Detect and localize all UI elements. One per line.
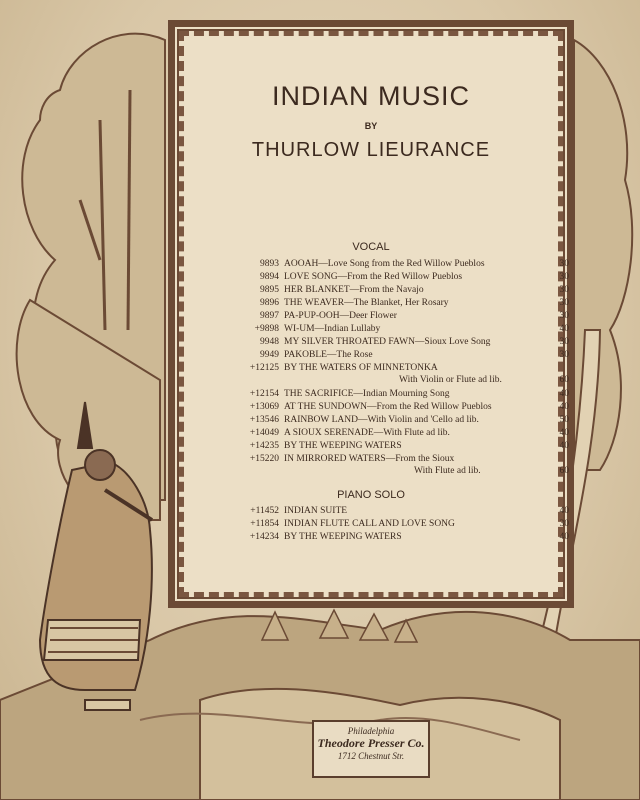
price: 30 — [559, 311, 569, 321]
list-item — [229, 519, 569, 532]
catalog-number: +9898 — [254, 324, 279, 334]
catalog-number: +13069 — [249, 402, 279, 412]
song-title: INDIAN SUITE — [284, 506, 348, 516]
list-item — [229, 324, 569, 337]
price: 60 — [559, 466, 569, 476]
song-title: AOOAH—Love Song from the Red Willow Pueblos — [284, 259, 485, 269]
catalog-number: +14049 — [249, 428, 279, 438]
catalog-number: +11452 — [250, 506, 279, 516]
publisher-stamp — [312, 720, 430, 778]
price: 30 — [559, 272, 569, 282]
list-item-note — [229, 375, 569, 388]
price: 30 — [559, 337, 569, 347]
price: 40 — [559, 428, 569, 438]
catalog-number: 9897 — [260, 311, 279, 321]
page-title: INDIAN MUSIC — [271, 81, 470, 111]
catalog-number: 9948 — [260, 337, 279, 347]
song-title: BY THE WEEPING WATERS — [284, 532, 402, 542]
song-title: LOVE SONG—From the Red Willow Pueblos — [284, 272, 463, 282]
catalog-number: 9949 — [260, 350, 279, 360]
list-item — [229, 298, 569, 311]
piano-heading: PIANO SOLO — [337, 489, 405, 501]
price: 40 — [559, 402, 569, 412]
song-title: RAINBOW LAND—With Violin and 'Cello ad lib. — [284, 415, 479, 425]
price: 40 — [559, 389, 569, 399]
publisher-city: Philadelphia — [347, 726, 395, 736]
price: 30 — [559, 519, 569, 529]
song-note: With Violin or Flute ad lib. — [399, 375, 502, 385]
list-item — [229, 311, 569, 324]
catalog-number: +14234 — [249, 532, 279, 542]
list-item — [229, 389, 569, 402]
catalog-number: +12154 — [249, 389, 279, 399]
song-title: PAKOBLE—The Rose — [284, 350, 373, 360]
song-title: THE SACRIFICE—Indian Mourning Song — [284, 389, 450, 399]
song-title: IN MIRRORED WATERS—From the Sioux — [284, 454, 455, 464]
list-item — [229, 337, 569, 350]
price: 40 — [559, 506, 569, 516]
publisher-name: Theodore Presser Co. — [317, 736, 425, 750]
song-title: HER BLANKET—From the Navajo — [284, 285, 424, 295]
list-item — [229, 532, 569, 545]
price: 40 — [559, 324, 569, 334]
price: 30 — [559, 259, 569, 269]
price: 60 — [559, 375, 569, 385]
list-item — [229, 272, 569, 285]
list-item — [229, 415, 569, 428]
by-label: BY — [364, 121, 378, 131]
price: 40 — [559, 441, 569, 451]
catalog-number: 9895 — [260, 285, 279, 295]
vocal-heading: VOCAL — [352, 241, 390, 253]
price: 50 — [559, 415, 569, 425]
list-item — [229, 441, 569, 454]
catalog-number: +12125 — [249, 363, 279, 373]
list-item — [229, 506, 569, 519]
song-title: BY THE WEEPING WATERS — [284, 441, 402, 451]
catalog-number: +14235 — [249, 441, 279, 451]
price: 30 — [559, 350, 569, 360]
title-panel — [168, 20, 574, 608]
list-item-note — [229, 466, 569, 479]
song-note: With Flute ad lib. — [414, 466, 481, 476]
song-title: PA-PUP-OOH—Deer Flower — [284, 311, 397, 321]
catalog-number: 9893 — [260, 259, 279, 269]
list-item — [229, 428, 569, 441]
song-title: A SIOUX SERENADE—With Flute ad lib. — [284, 428, 450, 438]
list-item — [229, 350, 569, 363]
catalog-number: +11854 — [250, 519, 279, 529]
song-title: INDIAN FLUTE CALL AND LOVE SONG — [284, 519, 455, 529]
list-item — [229, 402, 569, 415]
song-title: THE WEAVER—The Blanket, Her Rosary — [284, 298, 449, 308]
catalog-number: +15220 — [249, 454, 279, 464]
song-title: WI-UM—Indian Lullaby — [284, 324, 381, 334]
song-title: MY SILVER THROATED FAWN—Sioux Love Song — [284, 337, 491, 347]
catalog-number: 9894 — [260, 272, 279, 282]
catalog-number: +13546 — [249, 415, 279, 425]
price: 30 — [559, 298, 569, 308]
song-title: AT THE SUNDOWN—From the Red Willow Pueblos — [284, 402, 492, 412]
price: 40 — [559, 532, 569, 542]
publisher-address: 1712 Chestnut Str. — [337, 751, 405, 761]
list-item — [229, 259, 569, 272]
song-title: BY THE WATERS OF MINNETONKA — [284, 363, 438, 373]
price: 30 — [559, 285, 569, 295]
list-item — [229, 285, 569, 298]
composer-name: THURLOW LIEURANCE — [251, 139, 491, 161]
catalog-number: 9896 — [260, 298, 279, 308]
